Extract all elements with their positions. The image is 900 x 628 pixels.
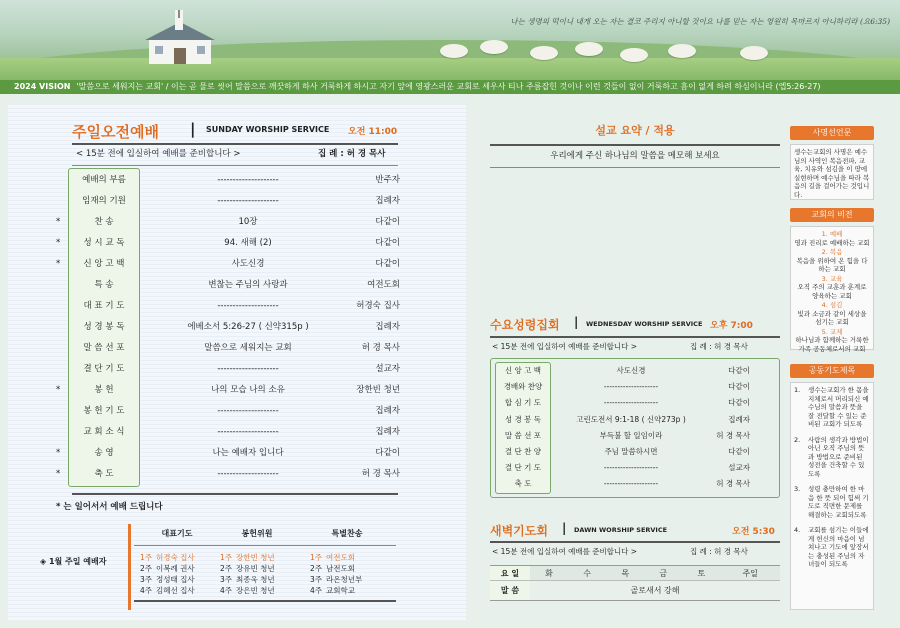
order-person: 설교자 [728, 463, 750, 473]
order-content: -------------------- [603, 463, 659, 473]
standing-mark: * [56, 238, 61, 248]
order-label: 신 앙 고 백 [504, 366, 542, 375]
prayer-text: 교회를 섬기는 이들에게 헌신의 마음이 넘쳐나고 기도에 앞장서는 충성된 주님의 자녀들이 되도록 [808, 526, 869, 568]
servant-name: 교회학교 [326, 586, 355, 595]
sheep-illustration [575, 42, 603, 56]
wednesday-notice: < 15분 전에 입실하여 예배를 준비합니다 > [492, 342, 638, 351]
sermon-memo: 우리에게 주신 하나님의 말씀을 메모해 보세요 [550, 151, 720, 161]
servant-name: 남전도회 [326, 564, 355, 573]
dawn-schedule-table [490, 565, 780, 601]
servant-entry [220, 563, 275, 574]
sheep-illustration [530, 46, 558, 60]
day-cell: 토 [697, 568, 706, 578]
servant-entry [220, 574, 275, 585]
sermon-title: 설교 요약 / 적용 [595, 124, 675, 137]
servant-entry [140, 585, 195, 596]
week-label: 3주 [310, 575, 323, 584]
dawn-title: 새벽기도회 [490, 524, 548, 538]
standing-mark: * [56, 217, 61, 227]
dawn-title-en: DAWN WORSHIP SERVICE [574, 526, 668, 534]
servant-entry [140, 552, 195, 563]
order-person: 허경숙 집사 [356, 301, 400, 311]
prayer-text: 생수는교회가 한 몸을 지체로서 머리되신 예수님의 말씀과 뜻을 잘 전달할 수 있는 준비된 교회가 되도록 [808, 386, 869, 428]
order-content: 10장 [238, 217, 258, 227]
day-cell: 목 [621, 568, 630, 578]
order-content: 변찮는 주님의 사랑과 [208, 280, 288, 290]
order-content: -------------------- [217, 196, 279, 206]
week-label: 1주 [220, 553, 233, 562]
servant-entry [220, 552, 275, 563]
servants-header: 봉헌위원 [241, 529, 273, 538]
sheep-illustration [620, 48, 648, 62]
prayer-number: 3. [794, 485, 801, 493]
header-verse: 나는 생명의 떡이니 내게 오는 자는 결코 주리지 아니할 것이요 나를 믿는 자는 영원히 목마르지 아니하리라 (요6:35) [510, 17, 890, 26]
sheep-illustration [740, 46, 768, 60]
order-person: 집례자 [375, 427, 400, 437]
servant-name: 김혜선 집사 [156, 586, 195, 595]
order-label: 신 앙 고 백 [83, 259, 125, 269]
servant-name: 허경숙 집사 [156, 553, 195, 562]
order-content: -------------------- [603, 479, 659, 489]
order-content: -------------------- [217, 469, 279, 479]
order-person: 반주자 [375, 175, 400, 185]
vision-item-head: 3. 교육 [821, 274, 843, 283]
servant-name: 장유빈 청년 [236, 564, 275, 573]
dawn-days-row [490, 566, 780, 581]
order-person: 다같이 [375, 448, 400, 458]
dawn-leader: 집 례 : 허 경 목사 [690, 547, 748, 556]
prayer-item [794, 526, 870, 569]
prayer-item [794, 386, 870, 429]
servant-entry [310, 563, 355, 574]
vision-item-head: 1. 예배 [821, 230, 843, 238]
order-person: 다같이 [728, 382, 750, 392]
order-content: 에베소서 5:26-27 ( 신약315p ) [187, 322, 309, 332]
week-label: 4주 [310, 586, 323, 595]
order-person: 허 경 목사 [361, 469, 400, 479]
day-label: 요 일 [490, 566, 530, 581]
order-label: 축 도 [514, 479, 532, 489]
order-label: 특 송 [94, 280, 114, 290]
vision-title: 2024 VISION [14, 82, 71, 91]
order-person: 다같이 [728, 447, 750, 456]
order-label: 임재의 기원 [82, 196, 126, 206]
servant-name: 여전도회 [326, 553, 355, 562]
title-divider: | [190, 120, 196, 138]
week-label: 2주 [140, 564, 153, 573]
servant-entry [310, 585, 355, 596]
order-label: 봉 헌 기 도 [83, 406, 125, 416]
week-label: 4주 [220, 586, 233, 595]
order-label: 말 씀 선 포 [83, 343, 125, 353]
servant-entry [310, 552, 355, 563]
wednesday-title-en: WEDNESDAY WORSHIP SERVICE [586, 320, 703, 328]
day-cell: 화 [545, 568, 553, 578]
dawn-time: 오전 5:30 [732, 527, 775, 537]
order-content: 부득불 할 일임이라 [599, 430, 663, 440]
servants-label: ◈ 1월 주일 예배자 [40, 557, 107, 566]
week-label: 2주 [220, 564, 233, 573]
order-label: 말 씀 선 포 [504, 430, 542, 440]
title-divider: | [562, 521, 567, 535]
title-divider: | [574, 315, 579, 329]
sunday-time: 오전 11:00 [348, 127, 398, 137]
servant-entry [140, 563, 195, 574]
servant-name: 장은빈 청년 [236, 586, 275, 595]
order-person: 집례자 [375, 322, 400, 332]
day-cell: 수 [583, 568, 591, 578]
wednesday-time: 오후 7:00 [710, 321, 753, 331]
vision-item-body: 오직 주의 교훈과 훈계로 양육하는 교회 [797, 283, 867, 300]
mission-text: 생수는교회의 사명은 예수님의 사역인 복음전파, 교육, 치유와 섬김을 이 땅에 실현하며 예수님을 따라 복음의 길을 걸어가는 것입니다. [790, 144, 874, 200]
order-label: 결 단 찬 양 [504, 447, 542, 456]
order-person: 다같이 [375, 238, 400, 248]
vision-item-head: 2. 복음 [821, 248, 843, 256]
standing-mark: * [56, 469, 61, 479]
wednesday-leader: 집 례 : 허 경 목사 [690, 342, 748, 351]
sunday-notice: < 15분 전에 입실하여 예배를 준비합니다 > [76, 149, 241, 159]
divider-line [72, 493, 398, 495]
servant-name: 장한빈 청년 [236, 553, 275, 562]
sunday-title: 주일오전예배 [72, 123, 159, 141]
order-content: -------------------- [217, 406, 279, 416]
divider-line [490, 167, 780, 168]
week-label: 4주 [140, 586, 153, 595]
standing-mark: * [56, 259, 61, 269]
sunday-title-en: SUNDAY WORSHIP SERVICE [206, 125, 330, 134]
servant-entry [220, 585, 275, 596]
order-content: 94. 새해 (2) [224, 238, 272, 248]
vision-item-head: 5. 교제 [821, 327, 843, 336]
servant-name: 이복례 권사 [156, 564, 195, 573]
servant-entry [310, 574, 362, 585]
order-content: -------------------- [217, 427, 279, 437]
order-person: 다같이 [728, 366, 750, 375]
prayer-text: 사람의 생각과 방법이 아닌 오직 주님의 뜻과 방법으로 준비된 성전을 건축할 수 있도록 [808, 435, 869, 478]
order-person: 다같이 [375, 217, 400, 227]
week-label: 2주 [310, 564, 323, 573]
wednesday-title: 수요성령집회 [490, 318, 560, 332]
vision-list [790, 226, 874, 353]
week-label: 3주 [220, 575, 233, 584]
order-content: 사도신경 [616, 366, 646, 375]
order-label: 성 경 봉 독 [83, 322, 125, 332]
vision-heading: 교회의 비전 [790, 208, 874, 222]
standing-mark: * [56, 448, 61, 458]
order-content: -------------------- [603, 382, 659, 392]
order-label: 결 단 기 도 [504, 463, 542, 473]
dawn-notice: < 15분 전에 입실하여 예배를 준비합니다 > [492, 547, 638, 556]
order-person: 설교자 [375, 364, 400, 374]
order-label: 성 시 교 독 [83, 238, 125, 248]
order-content: -------------------- [217, 364, 279, 374]
prayer-item [794, 485, 870, 519]
servant-name: 라온청년부 [326, 575, 363, 584]
order-person: 집례자 [375, 196, 400, 206]
order-content: -------------------- [603, 398, 659, 408]
day-cell: 주일 [742, 568, 758, 578]
prayer-number: 2. [794, 435, 801, 444]
order-label: 송 영 [94, 448, 114, 458]
servant-name: 정성태 집사 [156, 575, 195, 584]
servants-accent-bar [128, 524, 131, 610]
mission-title: 사명선언문 [790, 126, 874, 140]
order-person: 집례자 [728, 414, 750, 424]
order-content: -------------------- [217, 175, 279, 185]
week-label: 1주 [310, 553, 323, 562]
order-label: 찬 송 [94, 217, 114, 227]
sheep-illustration [480, 40, 508, 54]
prayer-list [790, 382, 874, 610]
order-content: 말씀으로 세워지는 교회 [204, 343, 292, 353]
order-person: 집례자 [375, 406, 400, 416]
prayer-item [794, 436, 870, 479]
prayer-number: 4. [794, 526, 801, 534]
prayer-number: 1. [794, 386, 801, 394]
order-person: 장한빈 청년 [356, 385, 400, 395]
prayer-text: 성령 충만하여 한 마음 한 뜻 되어 힘써 기도로 직면한 문제를 해결하는 교회되도록 [808, 485, 869, 519]
servants-header: 특별찬송 [331, 529, 363, 538]
sheep-illustration [440, 44, 468, 58]
vision-item-head: 4. 섬김 [821, 301, 843, 309]
order-content: 고린도전서 9:1-18 ( 신약273p ) [576, 414, 686, 424]
order-label: 교 회 소 식 [83, 427, 125, 437]
order-content: 주님 말씀하시면 [604, 447, 658, 456]
order-label: 합 심 기 도 [504, 398, 542, 408]
divider-line [134, 600, 396, 602]
sheep-illustration [668, 44, 696, 58]
dawn-word-row [490, 581, 780, 601]
order-label: 성 경 봉 독 [504, 414, 542, 424]
day-cell: 금 [659, 568, 668, 578]
prayer-title: 공동기도제목 [790, 364, 874, 378]
servant-name: 최종욱 청년 [236, 575, 275, 584]
order-label: 대 표 기 도 [83, 301, 125, 311]
order-label: 결 단 기 도 [83, 364, 125, 374]
vision-item-body: 영과 진리로 예배하는 교회 [794, 238, 870, 247]
word-label: 말 씀 [490, 581, 530, 601]
divider-line [72, 165, 398, 166]
order-content: 사도신경 [231, 259, 265, 269]
order-label: 경배와 찬양 [503, 382, 543, 392]
order-label: 봉 헌 [94, 385, 114, 395]
week-label: 1주 [140, 553, 153, 562]
servants-header: 대표기도 [161, 529, 193, 538]
vision-text: '말씀으로 세워지는 교회' / 이는 곧 물로 씻어 말씀으로 깨끗하게 하사 거룩하게 하시고 자기 앞에 영광스러운 교회로 세우사 티나 주름잡힌 것이나 이런 것들이 없이 거룩하고 흠이 없게 하려 하심이니라 (엡5:26-27) [76, 82, 821, 91]
word-cell: 골로새서 강해 [630, 586, 680, 595]
order-person: 여전도회 [367, 280, 400, 290]
church-illustration [135, 10, 225, 65]
order-person: 허 경 목사 [716, 479, 750, 489]
standing-footnote: * 는 일어서서 예배 드립니다 [56, 502, 163, 512]
order-label: 축 도 [94, 469, 114, 479]
week-label: 3주 [140, 575, 153, 584]
vision-bar [0, 80, 900, 94]
divider-line [134, 545, 396, 546]
order-person: 다같이 [375, 259, 400, 269]
vision-item-body: 빛과 소금과 같이 세상을 섬기는 교회 [797, 309, 867, 326]
servant-entry [140, 574, 195, 585]
order-content: -------------------- [217, 301, 279, 311]
standing-mark: * [56, 385, 61, 395]
sunday-leader: 집 례 : 허 경 목사 [318, 149, 386, 159]
order-label: 예배의 부름 [82, 175, 126, 185]
order-person: 허 경 목사 [361, 343, 400, 353]
order-person: 다같이 [728, 398, 750, 408]
order-content: 나는 예배자 입니다 [212, 448, 284, 458]
order-person: 허 경 목사 [716, 430, 750, 440]
vision-item-body: 하나님과 함께하는 거룩한 가족 공동체로서의 교회 [795, 336, 869, 353]
order-content: 나의 모습 나의 소유 [211, 385, 285, 395]
header-banner [0, 0, 900, 80]
vision-item-body: 복음을 위하여 온 힘을 다하는 교회 [796, 256, 868, 273]
